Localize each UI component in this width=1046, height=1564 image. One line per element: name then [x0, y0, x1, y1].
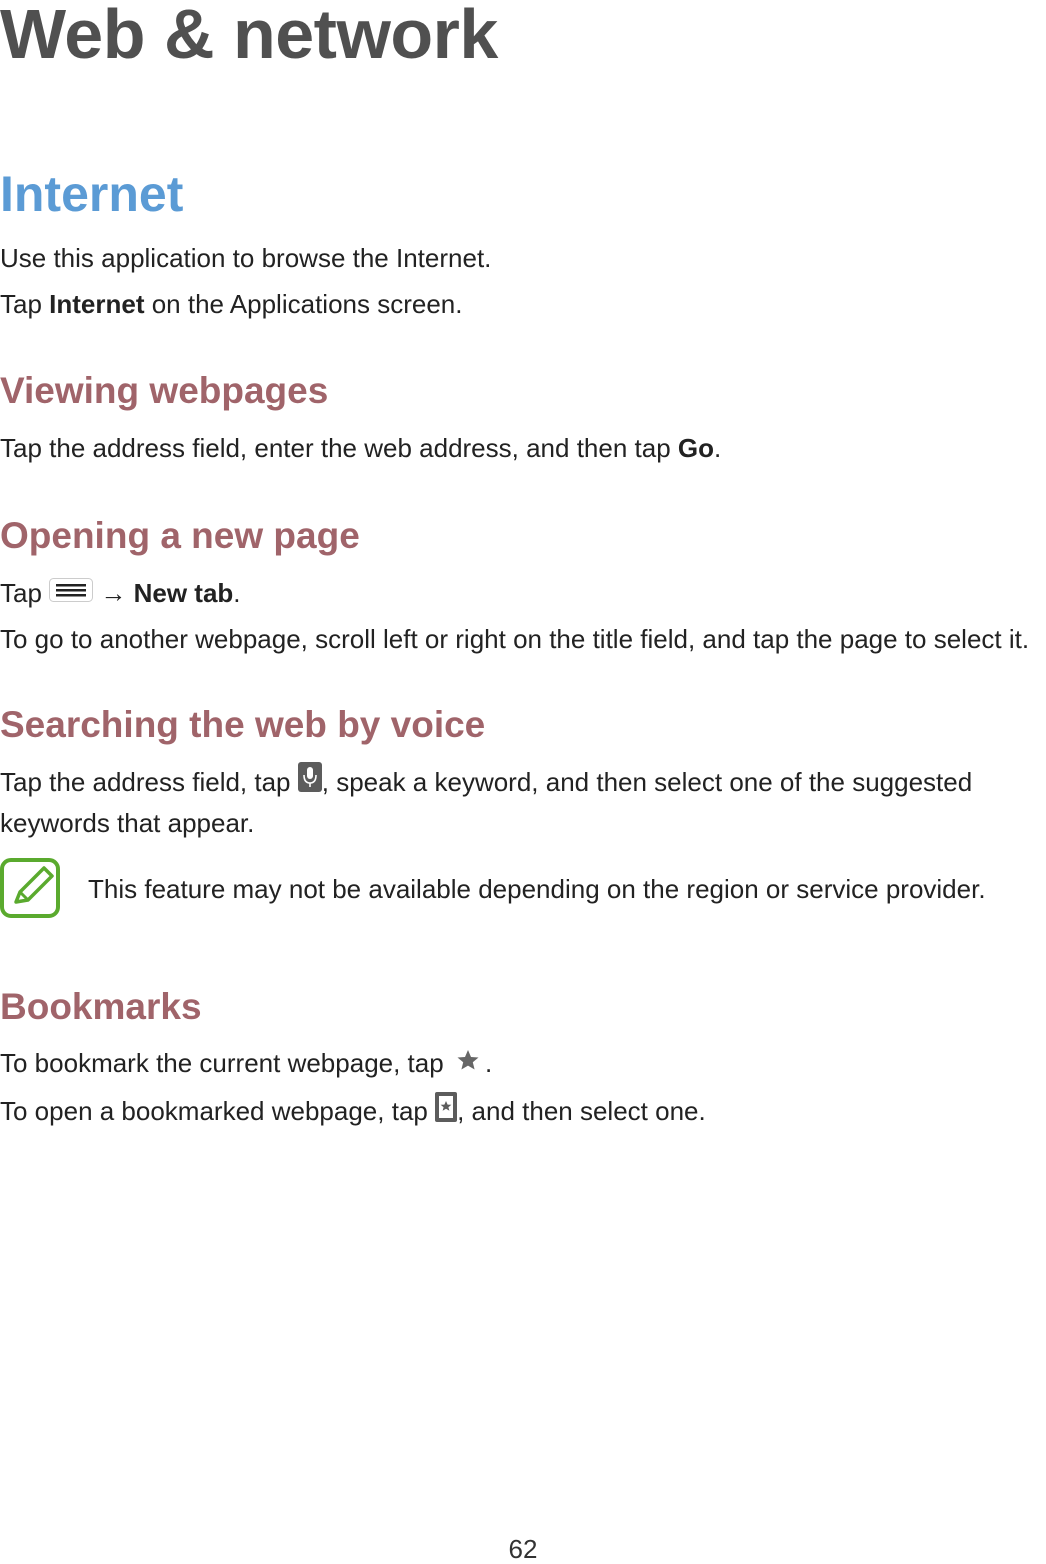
intro-line: Use this application to browse the Internet.	[0, 243, 492, 273]
bookmarks-icon	[435, 1092, 457, 1131]
new-page-tap-text	[0, 575, 241, 613]
go-label: Go	[677, 433, 715, 463]
bookmarks-title: Bookmarks	[0, 986, 202, 1027]
voice-search-text	[0, 763, 1046, 842]
bookmarks-text-2	[0, 1093, 706, 1133]
bookmarks-text-1	[0, 1045, 492, 1083]
arrow-separator: →	[93, 578, 134, 608]
bookmarks-line2-suffix: , and then select one.	[457, 1096, 706, 1126]
chapter-title: Web & network	[0, 0, 498, 73]
intro-tap-suffix: on the Applications screen.	[144, 289, 463, 319]
new-page-tap-suffix: .	[233, 578, 241, 608]
voice-text-suffix: , speak a keyword, and then select one of the suggested keywords that appear.	[0, 767, 973, 839]
voice-search-title: Searching the web by voice	[0, 704, 486, 745]
new-page-text: To go to another webpage, scroll left or right on the title field, and tap the page to select it.	[0, 624, 1030, 654]
intro-text	[0, 240, 491, 276]
bookmarks-line1-prefix: To bookmark the current webpage, tap	[0, 1048, 451, 1078]
microphone-icon	[298, 762, 322, 802]
viewing-text-prefix: Tap the address field, enter the web address, and then tap	[0, 433, 678, 463]
star-icon	[451, 1045, 485, 1081]
menu-icon	[49, 575, 93, 611]
viewing-text-suffix: .	[714, 433, 722, 463]
note-pencil-icon	[0, 858, 62, 920]
viewing-text	[0, 430, 721, 466]
new-tab-label: New tab	[133, 578, 234, 608]
section-title: Internet	[0, 166, 184, 222]
bookmarks-line1-suffix: .	[484, 1048, 493, 1078]
new-page-tap-prefix: Tap	[0, 578, 50, 608]
intro-tap-text	[0, 286, 462, 322]
new-page-title: Opening a new page	[0, 515, 360, 556]
bookmarks-line2-prefix: To open a bookmarked webpage, tap	[0, 1096, 436, 1126]
internet-app-name: Internet	[49, 289, 145, 319]
page-number: 62	[508, 1534, 538, 1564]
intro-tap-prefix: Tap	[0, 289, 50, 319]
viewing-webpages-title: Viewing webpages	[0, 370, 329, 411]
voice-text-prefix: Tap the address field, tap	[0, 767, 298, 797]
voice-note: This feature may not be available depending on the region or service provider.	[88, 874, 986, 904]
